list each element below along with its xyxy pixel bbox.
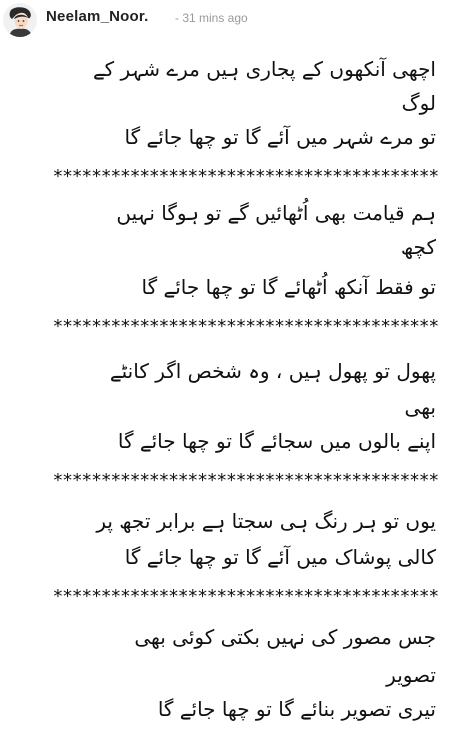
post-header: [0, 0, 450, 40]
poem-line: اچھی آنکھوں کے پجاری ہیں مرے شہر کے: [92, 57, 436, 81]
poem-line: تو مرے شہر میں آئے گا تو چھا جائے گا: [124, 125, 436, 149]
author-username[interactable]: Neelam_Noor.: [46, 8, 149, 25]
poem-line: جس مصور کی نہیں بکتی کوئی بھی: [134, 625, 436, 649]
post-body: [0, 46, 450, 746]
poem-line: تیری تصویر بنائے گا تو چھا جائے گا: [157, 697, 436, 721]
poem-line: کچھ: [400, 235, 436, 259]
poem-line: لوگ: [401, 91, 436, 115]
poem-line: یوں تو ہر رنگ ہی سجتا ہے برابر تجھ پر: [96, 509, 436, 533]
avatar-icon: [3, 3, 37, 37]
poem-line: تصویر: [386, 663, 436, 687]
poem-line: کالی پوشاک میں آئے گا تو چھا جائے گا: [124, 545, 436, 569]
stanza-divider: ****************************************: [52, 470, 438, 491]
stanza-divider: ****************************************: [52, 166, 438, 187]
poem-line: بھی: [404, 395, 436, 419]
poem-line: تو فقط آنکھ اُٹھائے گا تو چھا جائے گا: [141, 275, 436, 299]
user-avatar[interactable]: [3, 3, 37, 37]
post-timestamp: - 31 mins ago: [175, 11, 248, 25]
poem-line: پھول تو پھول ہیں ، وہ شخص اگر کانٹے: [109, 359, 436, 383]
poem-line: اپنے بالوں میں سجائے گا تو چھا جائے گا: [117, 429, 436, 453]
stanza-divider: ****************************************: [52, 316, 438, 337]
stanza-divider: ****************************************: [52, 586, 438, 607]
poem-line: ہم قیامت بھی اُٹھائیں گے تو ہوگا نہیں: [116, 201, 436, 225]
